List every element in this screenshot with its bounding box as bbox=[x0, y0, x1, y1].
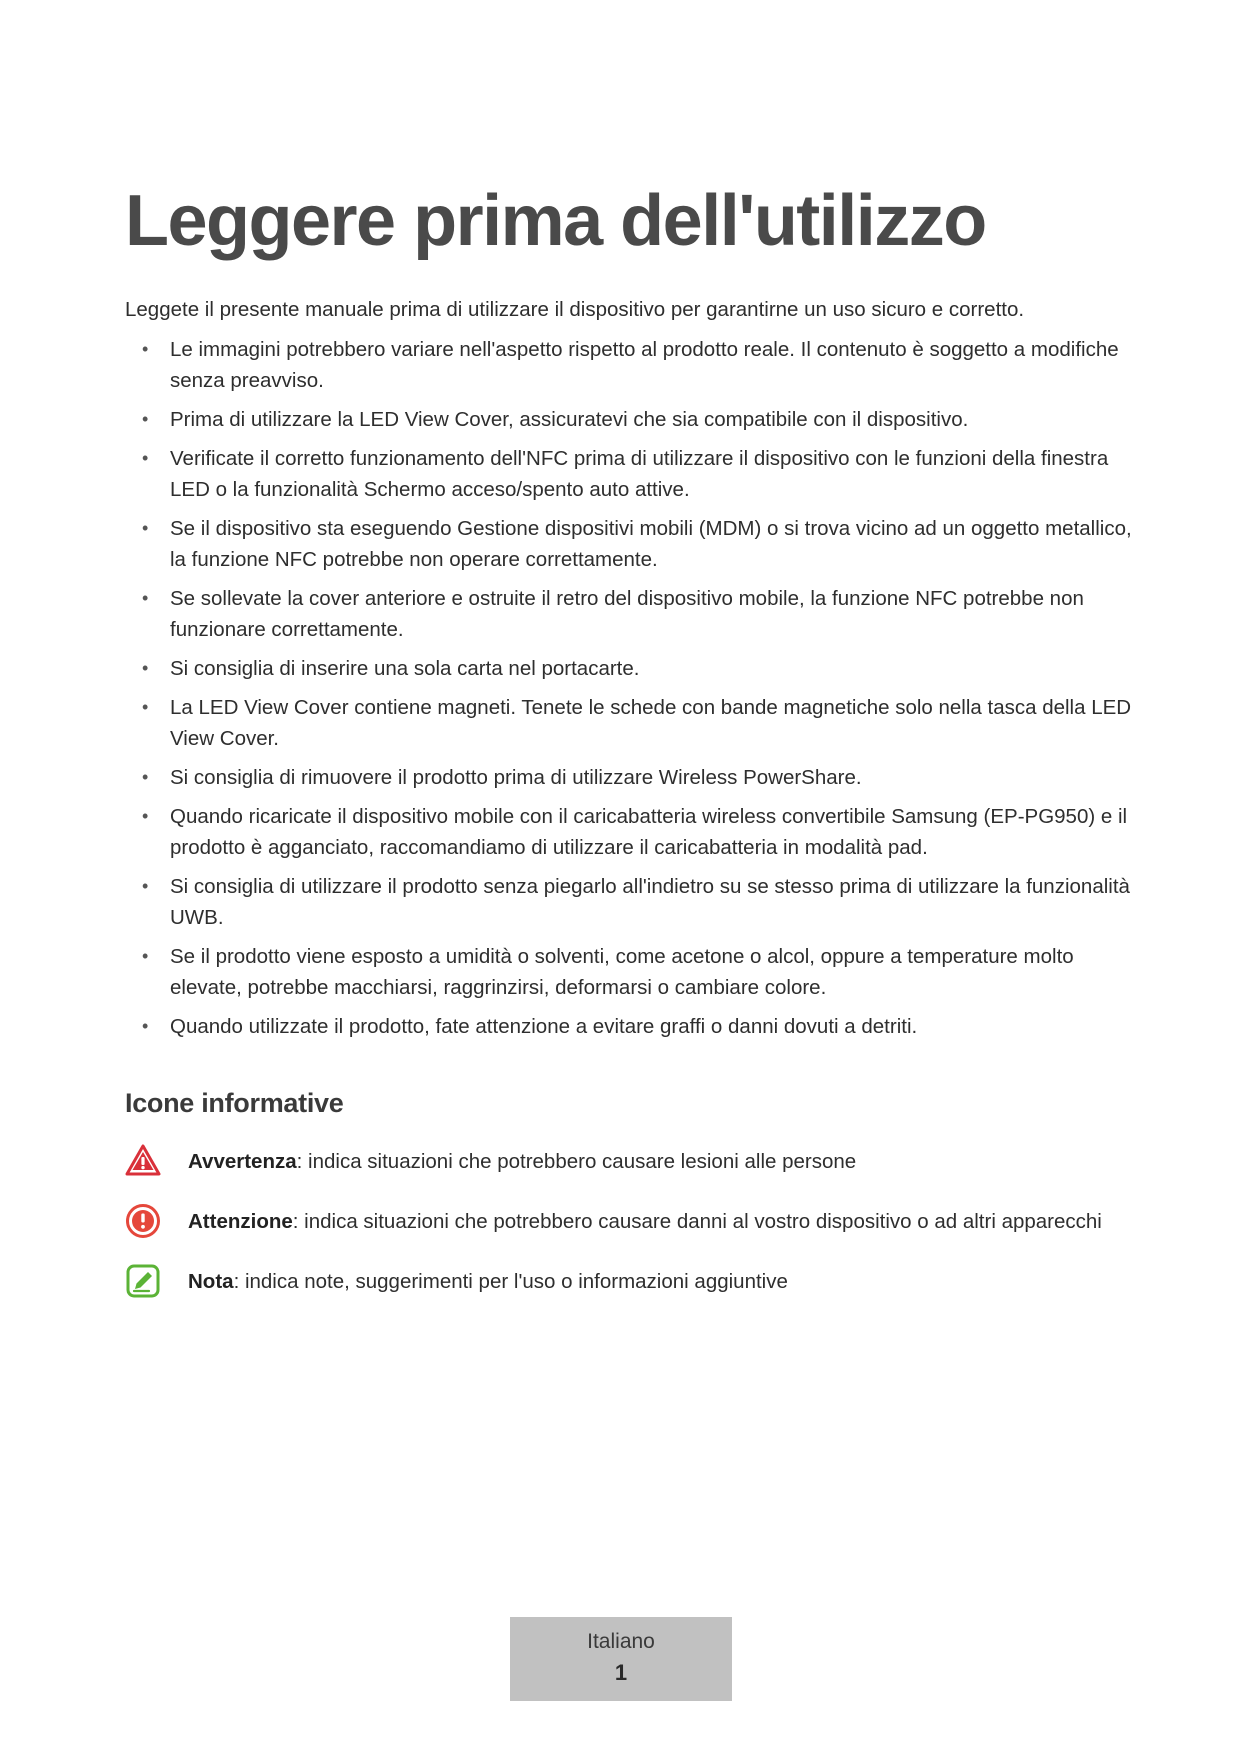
bullet-dot: • bbox=[142, 806, 149, 826]
info-caution-text bbox=[188, 1208, 1102, 1236]
intro-paragraph: Leggete il presente manuale prima di utilizzare il dispositivo per garantirne un uso sicuro e corretto. bbox=[125, 298, 1025, 321]
info-warning-label: Avvertenza bbox=[188, 1150, 297, 1173]
list-item-text: Quando utilizzate il prodotto, fate attenzione a evitare graffi o danni dovuti a detriti. bbox=[170, 1015, 918, 1038]
list-item bbox=[125, 762, 1135, 793]
page-title: Leggere prima dell'utilizzo bbox=[125, 181, 986, 261]
info-note-text bbox=[188, 1268, 788, 1296]
page-footer bbox=[510, 1617, 732, 1701]
list-item bbox=[125, 583, 1135, 645]
info-note-label: Nota bbox=[188, 1270, 234, 1293]
bullet-dot: • bbox=[142, 588, 149, 608]
info-warning-text bbox=[188, 1148, 856, 1176]
list-item-text: Quando ricaricate il dispositivo mobile con il caricabatteria wireless convertibile Samsung (EP-PG950) e il prodotto è agganciato, raccomandiamo di utilizzare il caricabatteria in modalità pad. bbox=[170, 805, 1128, 859]
list-item bbox=[125, 871, 1135, 933]
list-item-text: La LED View Cover contiene magneti. Tenete le schede con bande magnetiche solo nella tasca della LED View Cover. bbox=[170, 696, 1132, 750]
section-heading-info-icons: Icone informative bbox=[125, 1088, 344, 1118]
bullet-dot: • bbox=[142, 409, 149, 429]
bullet-dot: • bbox=[142, 767, 149, 787]
list-item-text: Si consiglia di inserire una sola carta nel portacarte. bbox=[170, 657, 640, 680]
footer-page-number: 1 bbox=[614, 1660, 628, 1685]
list-item bbox=[125, 404, 1135, 435]
list-item-text: Si consiglia di utilizzare il prodotto senza piegarlo all'indietro su se stesso prima di utilizzare la funzionalità UWB. bbox=[170, 875, 1130, 929]
list-item bbox=[125, 801, 1135, 863]
info-row-note bbox=[125, 1263, 1135, 1303]
bullet-dot: • bbox=[142, 876, 149, 896]
bullet-dot: • bbox=[142, 658, 149, 678]
list-item bbox=[125, 334, 1135, 396]
list-item bbox=[125, 941, 1135, 1003]
list-item bbox=[125, 692, 1135, 754]
list-item-text: Se il dispositivo sta eseguendo Gestione dispositivi mobili (MDM) o si trova vicino ad un oggetto metallico, la funzione NFC potrebbe non operare correttamente. bbox=[170, 517, 1132, 571]
list-item-text: Verificate il corretto funzionamento dell'NFC prima di utilizzare il dispositivo con le funzioni della finestra LED o la funzionalità Schermo acceso/spento auto attive. bbox=[170, 447, 1109, 501]
list-item bbox=[125, 653, 1135, 684]
bullet-dot: • bbox=[142, 946, 149, 966]
bullet-dot: • bbox=[142, 1016, 149, 1036]
footer-language: Italiano bbox=[587, 1630, 655, 1653]
warning-triangle-icon bbox=[125, 1143, 161, 1179]
bullet-dot: • bbox=[142, 518, 149, 538]
list-item-text: Le immagini potrebbero variare nell'aspetto rispetto al prodotto reale. Il contenuto è soggetto a modifiche senza preavviso. bbox=[170, 338, 1119, 392]
bullet-dot: • bbox=[142, 697, 149, 717]
info-row-warning bbox=[125, 1143, 1135, 1183]
bullet-dot: • bbox=[142, 448, 149, 468]
bullet-dot: • bbox=[142, 339, 149, 359]
info-caution-description: : indica situazioni che potrebbero causare danni al vostro dispositivo o ad altri apparecchi bbox=[292, 1210, 1102, 1233]
note-pencil-icon bbox=[125, 1263, 161, 1299]
list-item bbox=[125, 1011, 1135, 1042]
list-item bbox=[125, 443, 1135, 505]
caution-circle-icon bbox=[125, 1203, 161, 1239]
list-item-text: Se il prodotto viene esposto a umidità o solventi, come acetone o alcol, oppure a temperature molto elevate, potrebbe macchiarsi, raggrinzirsi, deformarsi o cambiare colore. bbox=[170, 945, 1074, 999]
info-row-caution bbox=[125, 1203, 1135, 1243]
info-note-description: : indica note, suggerimenti per l'uso o informazioni aggiuntive bbox=[233, 1270, 788, 1293]
list-item-text: Si consiglia di rimuovere il prodotto prima di utilizzare Wireless PowerShare. bbox=[170, 766, 862, 789]
list-item-text: Prima di utilizzare la LED View Cover, assicuratevi che sia compatibile con il dispositivo. bbox=[170, 408, 969, 431]
list-item bbox=[125, 513, 1135, 575]
list-item-text: Se sollevate la cover anteriore e ostruite il retro del dispositivo mobile, la funzione NFC potrebbe non funzionare correttamente. bbox=[170, 587, 1084, 641]
info-caution-label: Attenzione bbox=[188, 1210, 293, 1233]
info-warning-description: : indica situazioni che potrebbero causare lesioni alle persone bbox=[296, 1150, 857, 1173]
precautions-list bbox=[125, 334, 1135, 1050]
